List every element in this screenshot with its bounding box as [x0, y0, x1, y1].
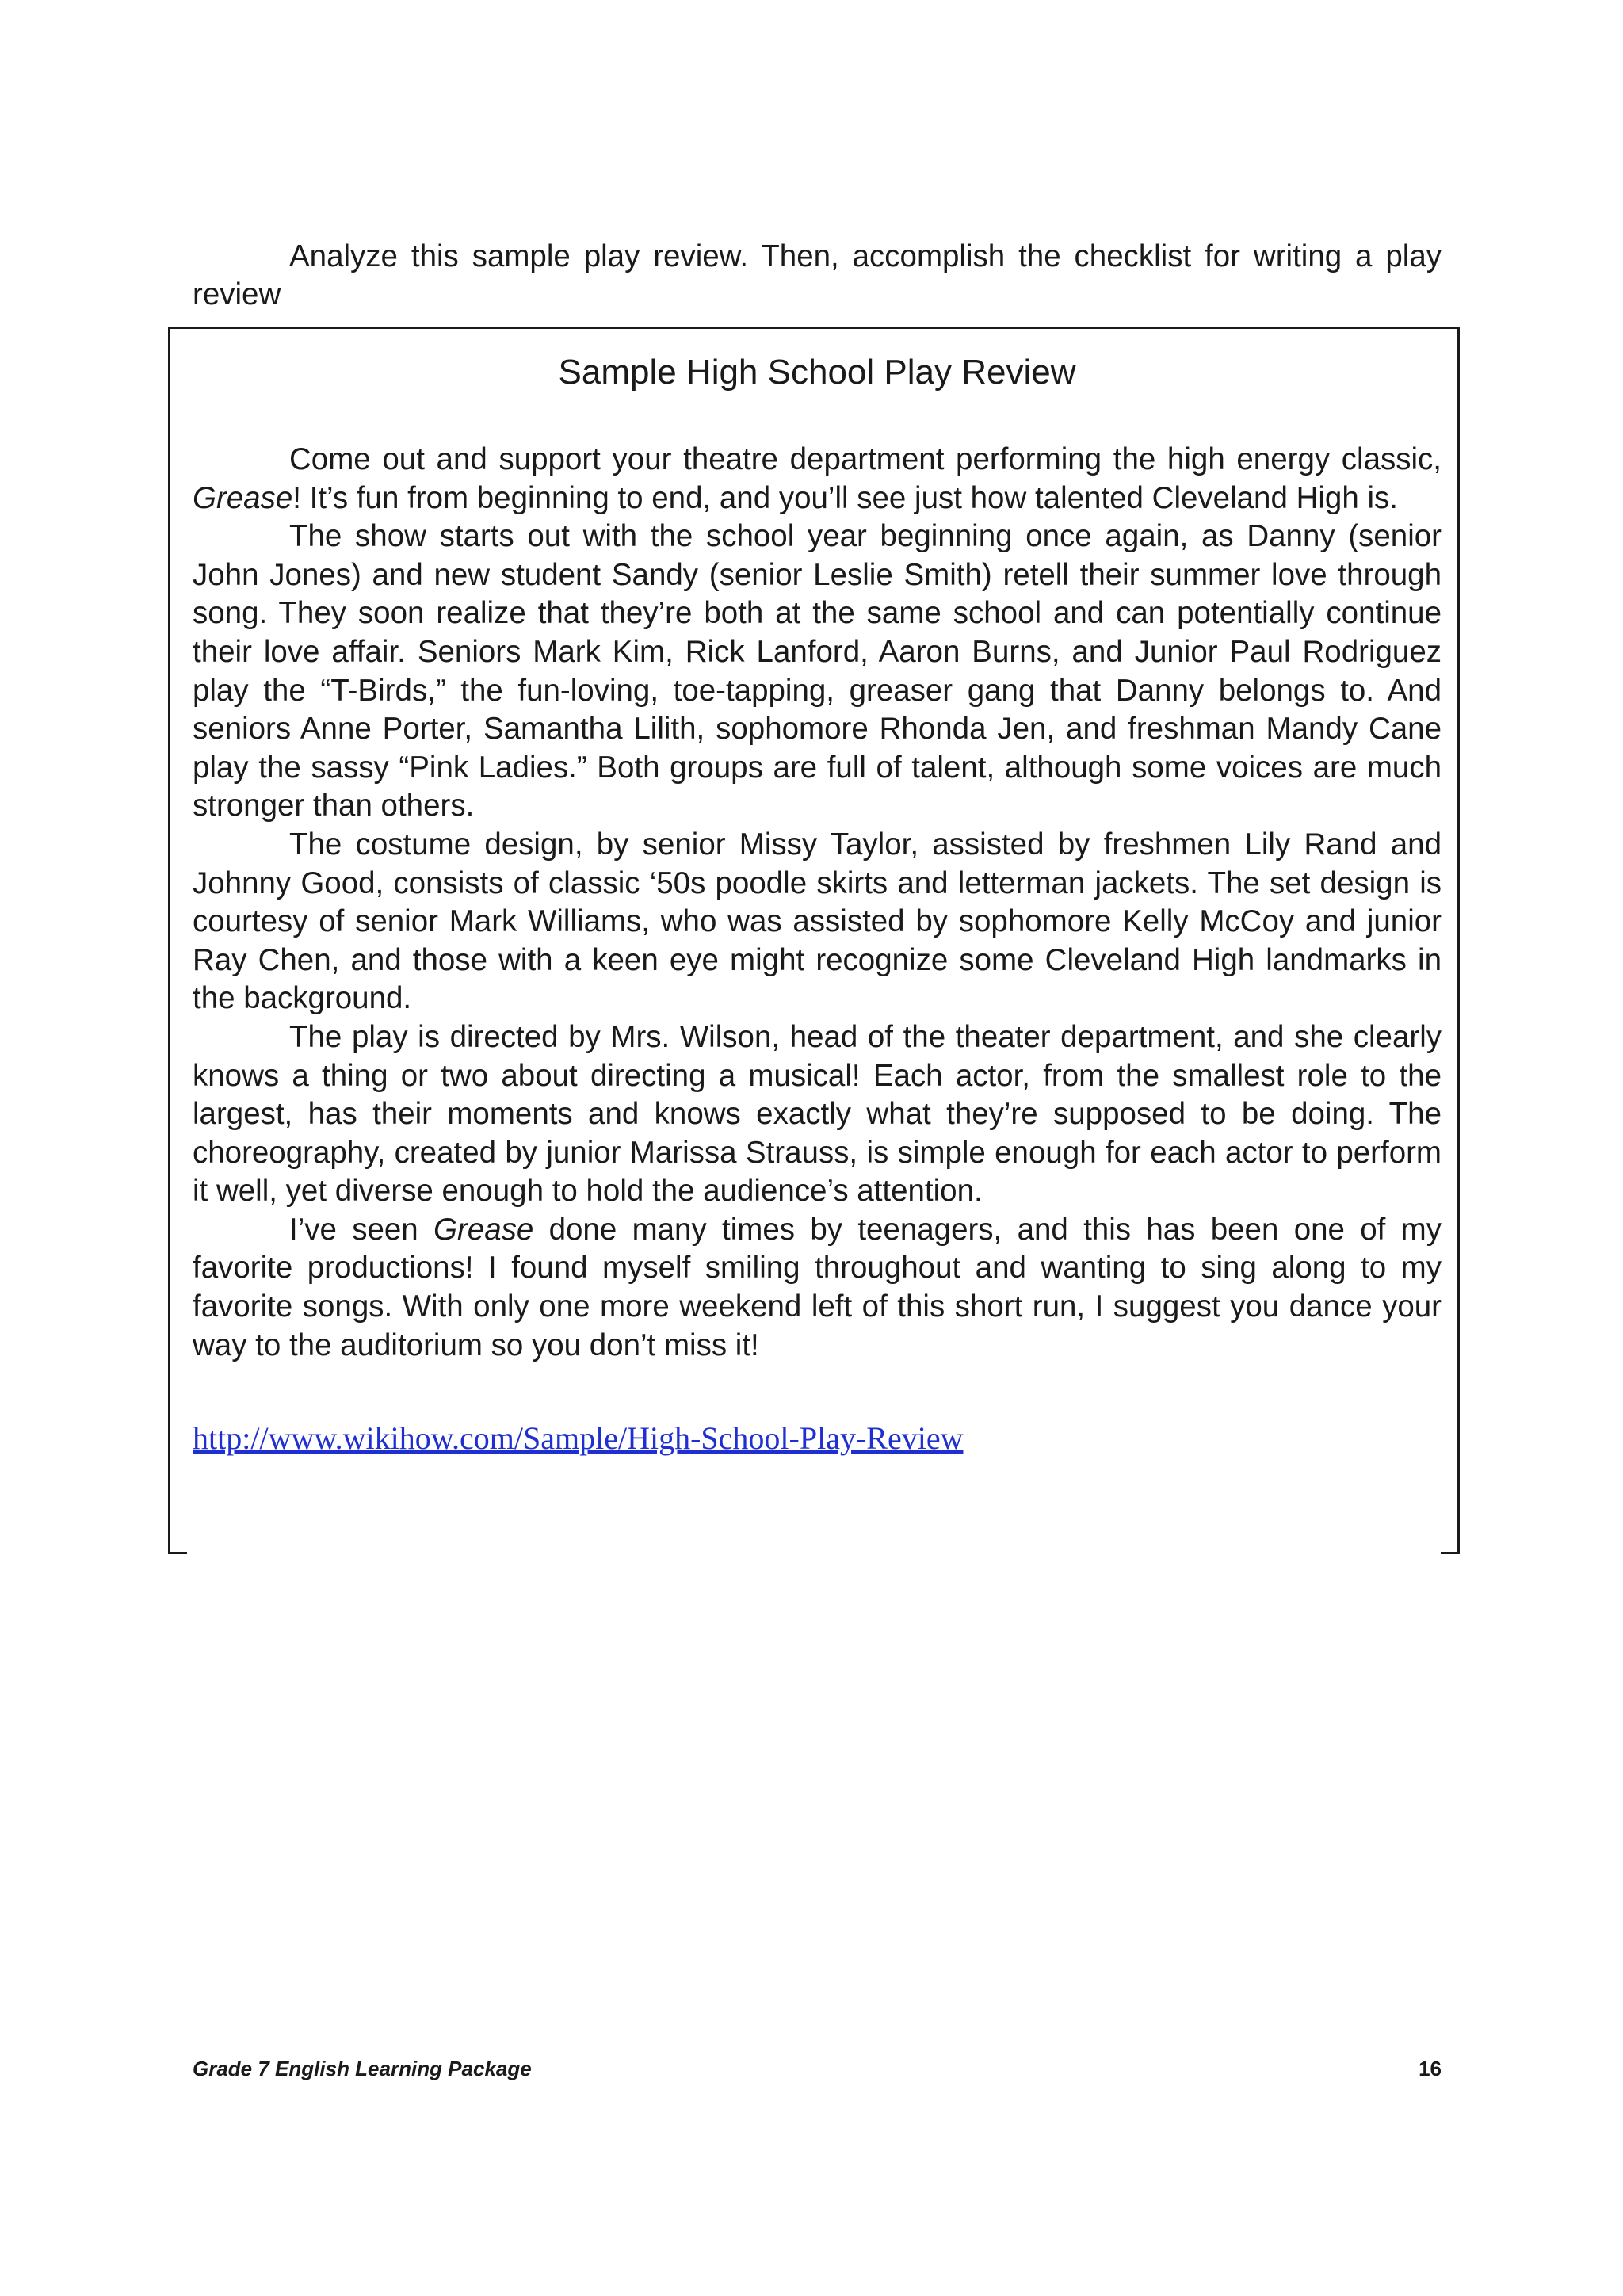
source-link[interactable]: http://www.wikihow.com/Sample/High-School-Play-Review	[193, 1420, 964, 1456]
review-paragraph-1-end: ! It’s fun from beginning to end, and you’ll see just how talented Cleveland High is.	[292, 480, 1398, 515]
review-paragraph-1	[193, 441, 1442, 518]
footer-page-number: 16	[1419, 2057, 1442, 2080]
play-title-grease: Grease	[193, 480, 293, 515]
review-title: Sample High School Play Review	[558, 353, 1076, 392]
review-paragraph-5	[193, 1211, 1442, 1365]
review-paragraph-1-start: Come out and support your theatre department performing the high energy classic,	[289, 442, 1442, 476]
review-paragraph-2: The show starts out with the school year beginning once again, as Danny (senior John Jones) and new student Sandy (senior Leslie Smith) retell their summer love through song. They soon realize that they’re both at the same school and can potentially continue their love affair. Seniors Mark Kim, Rick Lanford, Aaron Burns, and Junior Paul Rodriguez play the “T-Birds,” the fun-loving, toe-tapping, greaser gang that Danny belongs to. And seniors Anne Porter, Samantha Lilith, sophomore Rhonda Jen, and freshman Mandy Cane play the sassy “Pink Ladies.” Both groups are full of talent, although some voices are much stronger than others.	[193, 519, 1442, 823]
instruction-text: Analyze this sample play review. Then, accomplish the checklist for writing a play review	[193, 239, 1442, 311]
review-paragraph-5-end: done many times by teenagers, and this has been one of my favorite productions! I found myself smiling throughout and wanting to sing along to my favorite songs. With only one more weekend left of this short run, I suggest you dance your way to the auditorium so you don’t miss it!	[193, 1212, 1442, 1362]
review-box-corner-left	[168, 1552, 187, 1554]
review-body	[193, 441, 1442, 1365]
play-title-grease-2: Grease	[433, 1212, 534, 1247]
footer-package-title: Grade 7 English Learning Package	[193, 2057, 532, 2080]
review-paragraph-5-start: I’ve seen	[289, 1212, 434, 1247]
review-box-corner-right	[1441, 1552, 1460, 1554]
review-paragraph-4: The play is directed by Mrs. Wilson, head of the theater department, and she clearly knows a thing or two about directing a musical! Each actor, from the smallest role to the largest, has their moments and knows exactly what they’re supposed to be doing. The choreography, created by junior Marissa Strauss, is simple enough for each actor to perform it well, yet diverse enough to hold the audience’s attention.	[193, 1019, 1442, 1209]
review-paragraph-3: The costume design, by senior Missy Taylor, assisted by freshmen Lily Rand and Johnny Good, consists of classic ‘50s poodle skirts and letterman jackets. The set design is courtesy of senior Mark Williams, who was assisted by sophomore Kelly McCoy and junior Ray Chen, and those with a keen eye might recognize some Cleveland High landmarks in the background.	[193, 827, 1442, 1016]
